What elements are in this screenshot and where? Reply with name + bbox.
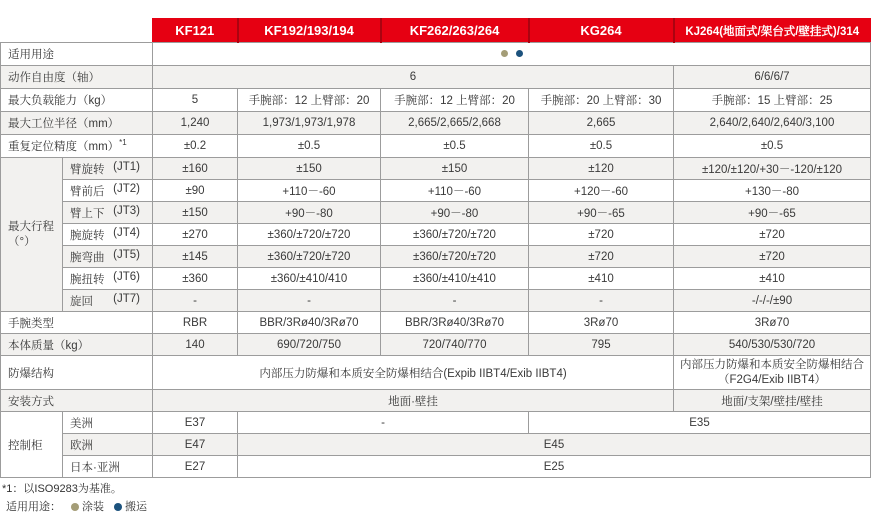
footnote-iso: *1：以ISO9283为基准。 xyxy=(2,483,122,495)
sub-label-jt7: 旋回 (JT7) xyxy=(63,290,153,312)
column-header-kf121: KF121 xyxy=(153,19,238,43)
spec-cell: ±120/±120/+30－-120/±120 xyxy=(674,158,871,180)
spec-cell: +90－-80 xyxy=(381,202,529,224)
spec-cell: ±90 xyxy=(153,180,238,202)
spec-cell: 795 xyxy=(529,334,674,356)
row-jt5 xyxy=(1,246,871,268)
spec-cell: 720/740/770 xyxy=(381,334,529,356)
controller-europe-merged-cell: E45 xyxy=(238,434,871,456)
spec-cell: ±360/±720/±720 xyxy=(381,246,529,268)
spec-cell: ±360/±720/±720 xyxy=(238,224,381,246)
controller-americas-right-cell: E35 xyxy=(529,412,871,434)
spec-cell: ±0.5 xyxy=(674,135,871,158)
sub-label-jt1: 臂旋转 (JT1) xyxy=(63,158,153,180)
row-wrist-type xyxy=(1,312,871,334)
spec-cell: BBR/3Rø40/3Rø70 xyxy=(381,312,529,334)
sub-label-jt2: 臂前后 (JT2) xyxy=(63,180,153,202)
spec-cell: 2,640/2,640/2,640/3,100 xyxy=(674,112,871,135)
spec-cell: ±0.2 xyxy=(153,135,238,158)
spec-cell: ±0.5 xyxy=(381,135,529,158)
usage-legend xyxy=(6,499,870,515)
header-row xyxy=(1,19,871,43)
explosion-kj264-line1: 内部压力防爆和本质安全防爆相结合 xyxy=(680,358,864,371)
row-jt1 xyxy=(1,158,871,180)
spec-cell: 5 xyxy=(153,89,238,112)
group-label-max-stroke xyxy=(1,158,63,312)
spec-cell: ±360/±720/±720 xyxy=(381,224,529,246)
row-label-usage: 适用用途 xyxy=(1,43,153,66)
row-label-repeatability xyxy=(1,135,153,158)
spec-cell: E47 xyxy=(153,434,238,456)
axes-merged-cell: 6 xyxy=(153,66,674,89)
spec-cell: - xyxy=(529,290,674,312)
usage-legend-label: 适用用途： xyxy=(6,501,61,513)
sub-label-japan-asia: 日本·亚洲 xyxy=(63,456,153,478)
spec-cell: +120－-60 xyxy=(529,180,674,202)
row-jt3 xyxy=(1,202,871,224)
row-repeatability xyxy=(1,135,871,158)
spec-cell: -/-/-/±90 xyxy=(674,290,871,312)
row-label-mounting: 安装方式 xyxy=(1,390,153,412)
spec-cell: - xyxy=(153,290,238,312)
spec-cell: ±0.5 xyxy=(529,135,674,158)
column-header-kg264: KG264 xyxy=(529,19,674,43)
sub-label-jt5: 腕弯曲 (JT5) xyxy=(63,246,153,268)
spec-cell: BBR/3Rø40/3Rø70 xyxy=(238,312,381,334)
row-controller-europe xyxy=(1,434,871,456)
spec-cell: 手腕部：20 上臂部：30 xyxy=(529,89,674,112)
header-blank-cell xyxy=(1,19,153,43)
spec-cell: 2,665/2,665/2,668 xyxy=(381,112,529,135)
spec-cell: ±720 xyxy=(529,224,674,246)
spec-cell: ±150 xyxy=(153,202,238,224)
spec-cell: ±150 xyxy=(381,158,529,180)
max-stroke-line1: 最大行程 xyxy=(8,220,54,233)
row-label-axes: 动作自由度（轴） xyxy=(1,66,153,89)
row-controller-japan-asia xyxy=(1,456,871,478)
handling-legend-text: 搬运 xyxy=(125,501,147,513)
row-label-wrist-type: 手腕类型 xyxy=(1,312,153,334)
spec-cell: 140 xyxy=(153,334,238,356)
spec-cell: ±720 xyxy=(674,246,871,268)
sub-label-jt6: 腕扭转 (JT6) xyxy=(63,268,153,290)
spec-cell: E27 xyxy=(153,456,238,478)
row-jt4 xyxy=(1,224,871,246)
spec-cell: +90－-65 xyxy=(529,202,674,224)
spec-cell: ±720 xyxy=(674,224,871,246)
spec-cell: ±270 xyxy=(153,224,238,246)
sub-label-americas: 美洲 xyxy=(63,412,153,434)
spec-cell: ±410 xyxy=(529,268,674,290)
spec-cell: ±360/±410/410 xyxy=(238,268,381,290)
spec-cell: +90－-65 xyxy=(674,202,871,224)
usage-dots-cell xyxy=(153,43,871,66)
spec-cell: - xyxy=(238,290,381,312)
row-label-explosion-proof: 防爆结构 xyxy=(1,356,153,390)
spec-cell: ±360 xyxy=(153,268,238,290)
group-label-controller: 控制柜 xyxy=(1,412,63,478)
spec-cell: 手腕部：12 上臂部：20 xyxy=(238,89,381,112)
spec-cell: 540/530/530/720 xyxy=(674,334,871,356)
spec-cell: 2,665 xyxy=(529,112,674,135)
paint-legend-dot-icon xyxy=(71,503,79,511)
spec-cell: ±160 xyxy=(153,158,238,180)
spec-cell: ±720 xyxy=(529,246,674,268)
spec-cell: ±150 xyxy=(238,158,381,180)
spec-cell: ±145 xyxy=(153,246,238,268)
spec-cell: 690/720/750 xyxy=(238,334,381,356)
row-jt2 xyxy=(1,180,871,202)
footnote-marker: *1 xyxy=(119,138,127,148)
sub-label-europe: 欧洲 xyxy=(63,434,153,456)
row-label-reach: 最大工位半径（mm） xyxy=(1,112,153,135)
spec-cell: +130－-80 xyxy=(674,180,871,202)
max-stroke-line2: （°） xyxy=(8,235,36,248)
paint-legend-text: 涂装 xyxy=(82,501,104,513)
spec-cell: - xyxy=(381,290,529,312)
spec-cell: 3Rø70 xyxy=(529,312,674,334)
row-label-payload: 最大负载能力（kg） xyxy=(1,89,153,112)
spec-cell: ±360/±410/±410 xyxy=(381,268,529,290)
robot-spec-table xyxy=(0,18,871,478)
spec-cell: RBR xyxy=(153,312,238,334)
controller-japan-asia-merged-cell: E25 xyxy=(238,456,871,478)
spec-cell: 1,973/1,973/1,978 xyxy=(238,112,381,135)
row-mounting xyxy=(1,390,871,412)
row-mass xyxy=(1,334,871,356)
row-jt6 xyxy=(1,268,871,290)
row-controller-americas xyxy=(1,412,871,434)
sub-label-jt3: 臂上下 (JT3) xyxy=(63,202,153,224)
row-reach xyxy=(1,112,871,135)
spec-cell: +110－-60 xyxy=(238,180,381,202)
mounting-kj264-cell: 地面/支架/壁挂/壁挂 xyxy=(674,390,871,412)
row-explosion-proof xyxy=(1,356,871,390)
explosion-kj264-line2: （F2G4/Exib IIBT4） xyxy=(717,373,826,386)
repeatability-label-text: 重复定位精度（mm） xyxy=(8,141,120,153)
spec-cell: 1,240 xyxy=(153,112,238,135)
spec-cell: 手腕部：12 上臂部：20 xyxy=(381,89,529,112)
column-header-kf192: KF192/193/194 xyxy=(238,19,381,43)
column-header-kj264: KJ264(地面式/架台式/壁挂式)/314 xyxy=(674,19,871,43)
mounting-merged-cell: 地面·壁挂 xyxy=(153,390,674,412)
controller-americas-mid-cell: - xyxy=(238,412,529,434)
spec-sheet-page xyxy=(0,18,870,518)
handling-dot-icon xyxy=(516,50,523,57)
spec-cell: +110－-60 xyxy=(381,180,529,202)
paint-dot-icon xyxy=(501,50,508,57)
spec-cell: ±120 xyxy=(529,158,674,180)
explosion-merged-cell: 内部压力防爆和本质安全防爆相结合(Expib IIBT4/Exib IIBT4) xyxy=(153,356,674,390)
row-label-mass: 本体质量（kg） xyxy=(1,334,153,356)
spec-cell: ±360/±720/±720 xyxy=(238,246,381,268)
spec-cell: E37 xyxy=(153,412,238,434)
row-jt7 xyxy=(1,290,871,312)
spec-cell: ±410 xyxy=(674,268,871,290)
row-payload xyxy=(1,89,871,112)
spec-cell: 3Rø70 xyxy=(674,312,871,334)
sub-label-jt4: 腕旋转 (JT4) xyxy=(63,224,153,246)
spec-cell: ±0.5 xyxy=(238,135,381,158)
axes-kj264-cell: 6/6/6/7 xyxy=(674,66,871,89)
spec-cell: +90－-80 xyxy=(238,202,381,224)
row-axes xyxy=(1,66,871,89)
handling-legend-dot-icon xyxy=(114,503,122,511)
column-header-kf262: KF262/263/264 xyxy=(381,19,529,43)
explosion-kj264-cell xyxy=(674,356,871,390)
spec-cell: 手腕部：15 上臂部：25 xyxy=(674,89,871,112)
row-usage xyxy=(1,43,871,66)
